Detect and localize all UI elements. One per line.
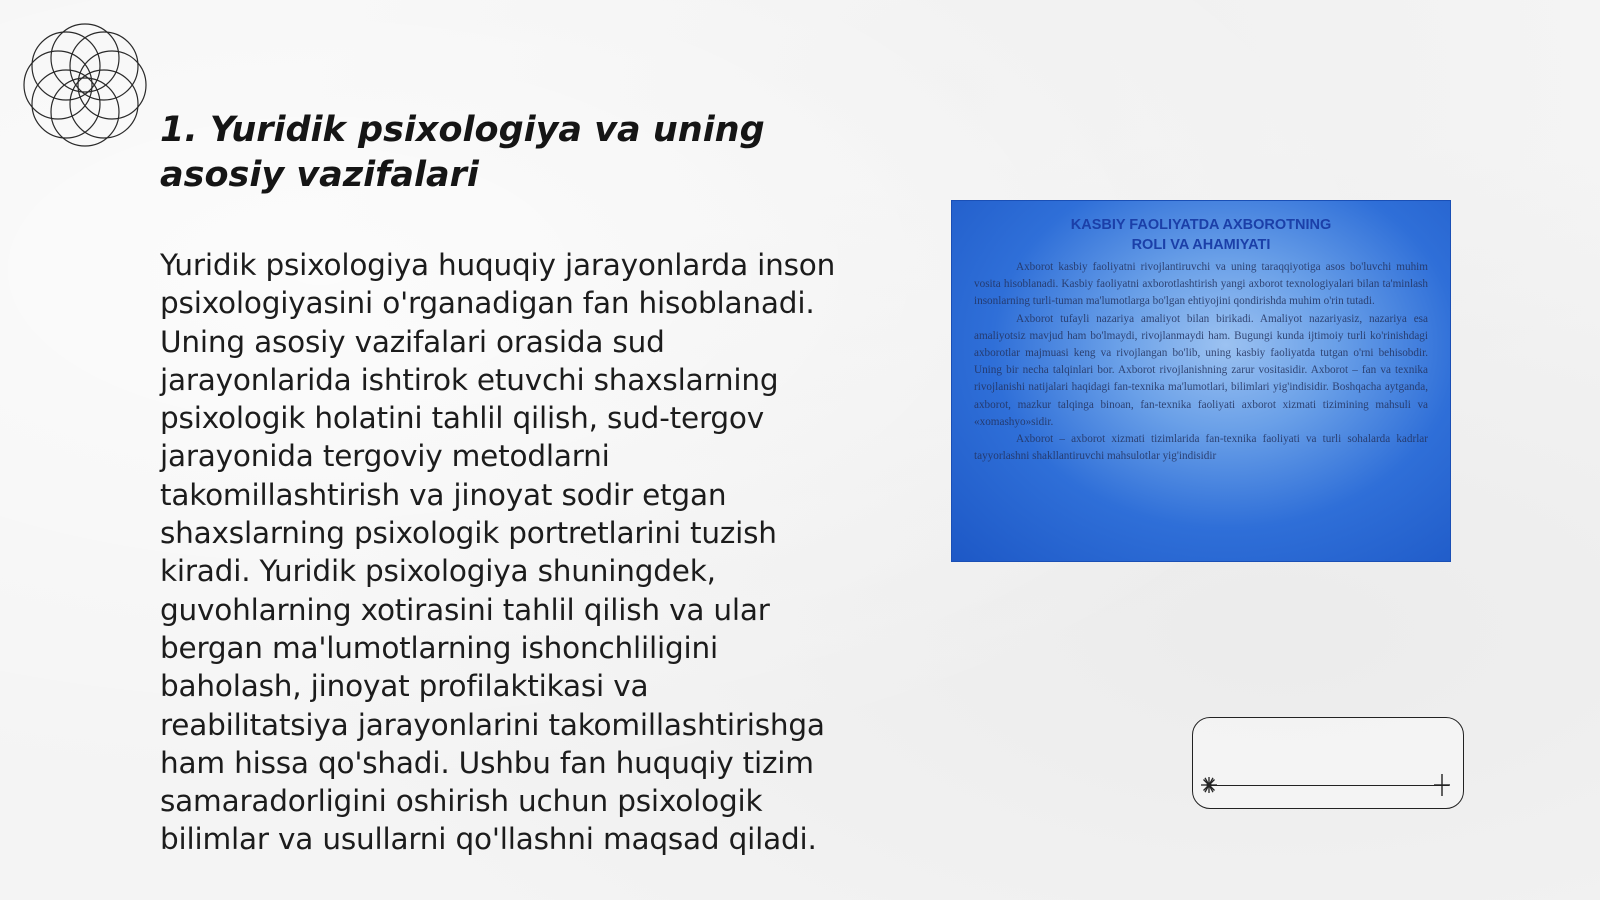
document-paragraph: Axborot – axborot xizmati tizimlarida fan-texnika faoliyati va turli sohalarda kadrlar tayyorlashni shakllantiruvchi mahsulotlar yig'indisidir	[974, 433, 1428, 463]
document-title-line-2: ROLI VA AHAMIYATI	[1131, 237, 1271, 253]
document-title	[974, 215, 1428, 255]
cross-icon	[1432, 774, 1452, 796]
slide-title: 1. Yuridik psixologiya va uning asosiy vazifalari	[160, 110, 765, 195]
frame-line	[1209, 785, 1449, 786]
decorative-frame	[1192, 717, 1464, 809]
document-title-line-1: KASBIY FAOLIYATDA AXBOROTNING	[1070, 217, 1332, 233]
interlocking-circles-logo	[10, 10, 160, 160]
document-paragraph: Axborot kasbiy faoliyatni rivojlantiruvchi va uning taraqqiyotiga asos bo'luvchi muhim vosita hisoblanadi. Kasbiy faoliyatni axborotlashtirish yangi axborot texnologiyalari bilan ta'minlash insonlarning turli-tuman ma'lumotlarga bo'lgan ehtiyojini qondirishda muhim o'rin tutadi.	[974, 261, 1428, 308]
sparkle-icon	[1200, 776, 1218, 794]
slide-body-text: Yuridik psixologiya huquqiy jarayonlarda inson psixologiyasini o'rganadigan fan hisoblanadi. Uning asosiy vazifalari orasida sud jarayonlarida ishtirok etuvchi shaxslarning psixologik holatini tahlil qilish, sud-tergov jarayonida tergoviy metodlarni takomillashtirish va jinoyat sodir etgan shaxslarning psixologik portretlarini tuzish kiradi. Yuridik psixologiya shuningdek, guvohlarning xotirasini tahlil qilish va ular bergan ma'lumotlarning ishonchliligini baholash, jinoyat profilaktikasi va reabilitatsiya jarayonlarini takomillashtirishga ham hissa qo'shadi. Ushbu fan huquqiy tizim samaradorligini oshirish uchun psixologik bilimlar va usullarni qo'llashni maqsad qiladi.	[160, 248, 836, 857]
document-image	[951, 200, 1451, 562]
document-paragraph: Axborot tufayli nazariya amaliyot bilan birikadi. Amaliyot nazariyasiz, nazariya esa amaliyotsiz mavjud ham bo'lmaydi, rivojlanmaydi ham. Bugungi kunda ijtimoiy turli ko'rinishdagi axborotlar majmuasi keng va rivojlangan bo'lib, uning kasbiy faoliyatda tutgan o'rni behisobdir. Uning bir necha talqinlari bor. Axborot rivojlanishning zarur vositasidir. Axborot – fan va texnika rivojlanishi natijalari haqidagi fan-texnika ma'lumotlari, bilimlari yig'indisidir. Boshqacha aytganda, axborot, mazkur talqinga binoan, fan-texnika faoliyati axborot xizmati tizimining mahsuli va «xomashyo»sidir.	[974, 312, 1428, 428]
